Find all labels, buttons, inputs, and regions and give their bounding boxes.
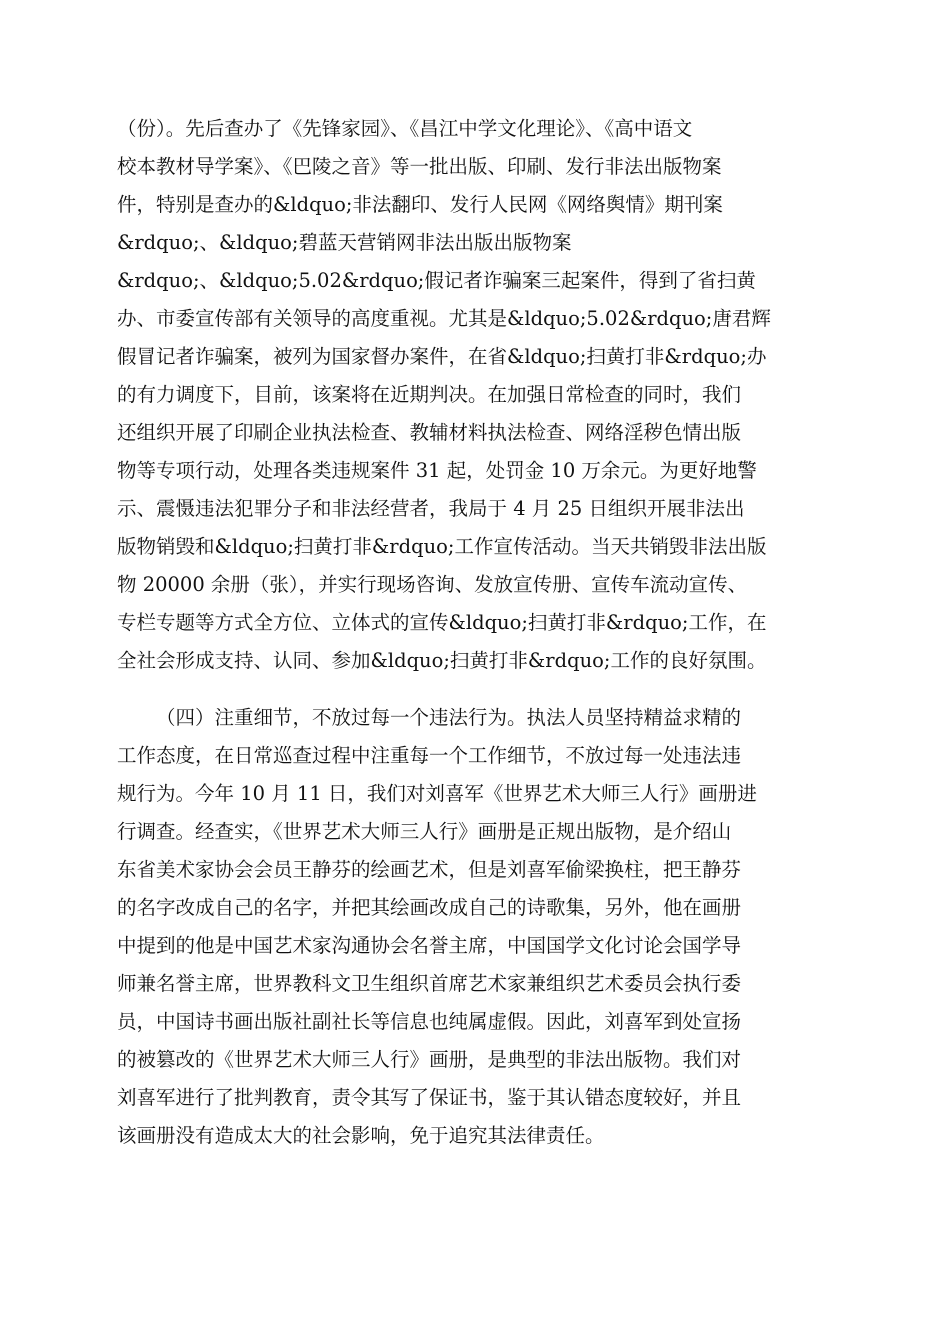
text-line: 东省美术家协会会员王静芬的绘画艺术，但是刘喜军偷梁换柱，把王静芬 [117,858,742,881]
text-line: 物等专项行动，处理各类违规案件 31 起，处罚金 10 万余元。为更好地警 [117,459,757,482]
text-line: 中提到的他是中国艺术家沟通协会名誉主席，中国国学文化讨论会国学导 [117,934,742,957]
text-line: 刘喜军进行了批判教育，责令其写了保证书，鉴于其认错态度较好，并且 [117,1086,742,1109]
text-line: 物 20000 余册（张），并实行现场咨询、发放宣传册、宣传车流动宣传、 [117,573,748,596]
text-line: &rdquo;、&ldquo;碧蓝天营销网非法出版出版物案 [117,231,572,254]
text-line: &rdquo;、&ldquo;5.02&rdquo;假记者诈骗案三起案件，得到了省扫黄 [117,269,756,292]
text-line: （份）。先后查办了《先锋家园》、《昌江中学文化理论》、《高中语文 [117,117,693,140]
text-line: 工作态度，在日常巡查过程中注重每一个工作细节，不放过每一处违法违 [117,744,742,767]
text-line: 师兼名誉主席，世界教科文卫生组织首席艺术家兼组织艺术委员会执行委 [117,972,742,995]
text-line: 示、震慑违法犯罪分子和非法经营者，我局于 4 月 25 日组织开展非法出 [117,497,745,520]
text-line: 全社会形成支持、认同、参加&ldquo;扫黄打非&rdquo;工作的良好氛围。 [117,649,767,672]
text-line: 假冒记者诈骗案，被列为国家督办案件，在省&ldquo;扫黄打非&rdquo;办 [117,345,767,368]
text-line: 行调查。经查实，《世界艺术大师三人行》画册是正规出版物，是介绍山 [117,820,732,843]
text-line: 校本教材导学案》、《巴陵之音》等一批出版、印刷、发行非法出版物案 [117,155,722,178]
text-line: 专栏专题等方式全方位、立体式的宣传&ldquo;扫黄打非&rdquo;工作，在 [117,611,767,634]
text-line: 员，中国诗书画出版社副社长等信息也纯属虚假。因此，刘喜军到处宣扬 [117,1010,742,1033]
text-line: 还组织开展了印刷企业执法检查、教辅材料执法检查、网络淫秽色情出版 [117,421,742,444]
text-line: 的名字改成自己的名字，并把其绘画改成自己的诗歌集，另外，他在画册 [117,896,742,919]
text-line: 办、市委宣传部有关领导的高度重视。尤其是&ldquo;5.02&rdquo;唐君辉 [117,307,771,330]
text-line: 规行为。今年 10 月 11 日，我们对刘喜军《世界艺术大师三人行》画册进 [117,782,757,805]
text-line: 该画册没有造成太大的社会影响，免于追究其法律责任。 [117,1124,605,1147]
text-line: 件，特别是查办的&ldquo;非法翻印、发行人民网《网络舆情》期刊案 [117,193,723,216]
text-line: 版物销毁和&ldquo;扫黄打非&rdquo;工作宣传活动。当天共销毁非法出版 [117,535,767,558]
text-line: 的有力调度下，目前，该案将在近期判决。在加强日常检查的同时，我们 [117,383,742,406]
section-heading-line: （四）注重细节，不放过每一个违法行为。执法人员坚持精益求精的 [156,706,742,729]
text-line: 的被篡改的《世界艺术大师三人行》画册，是典型的非法出版物。我们对 [117,1048,742,1071]
